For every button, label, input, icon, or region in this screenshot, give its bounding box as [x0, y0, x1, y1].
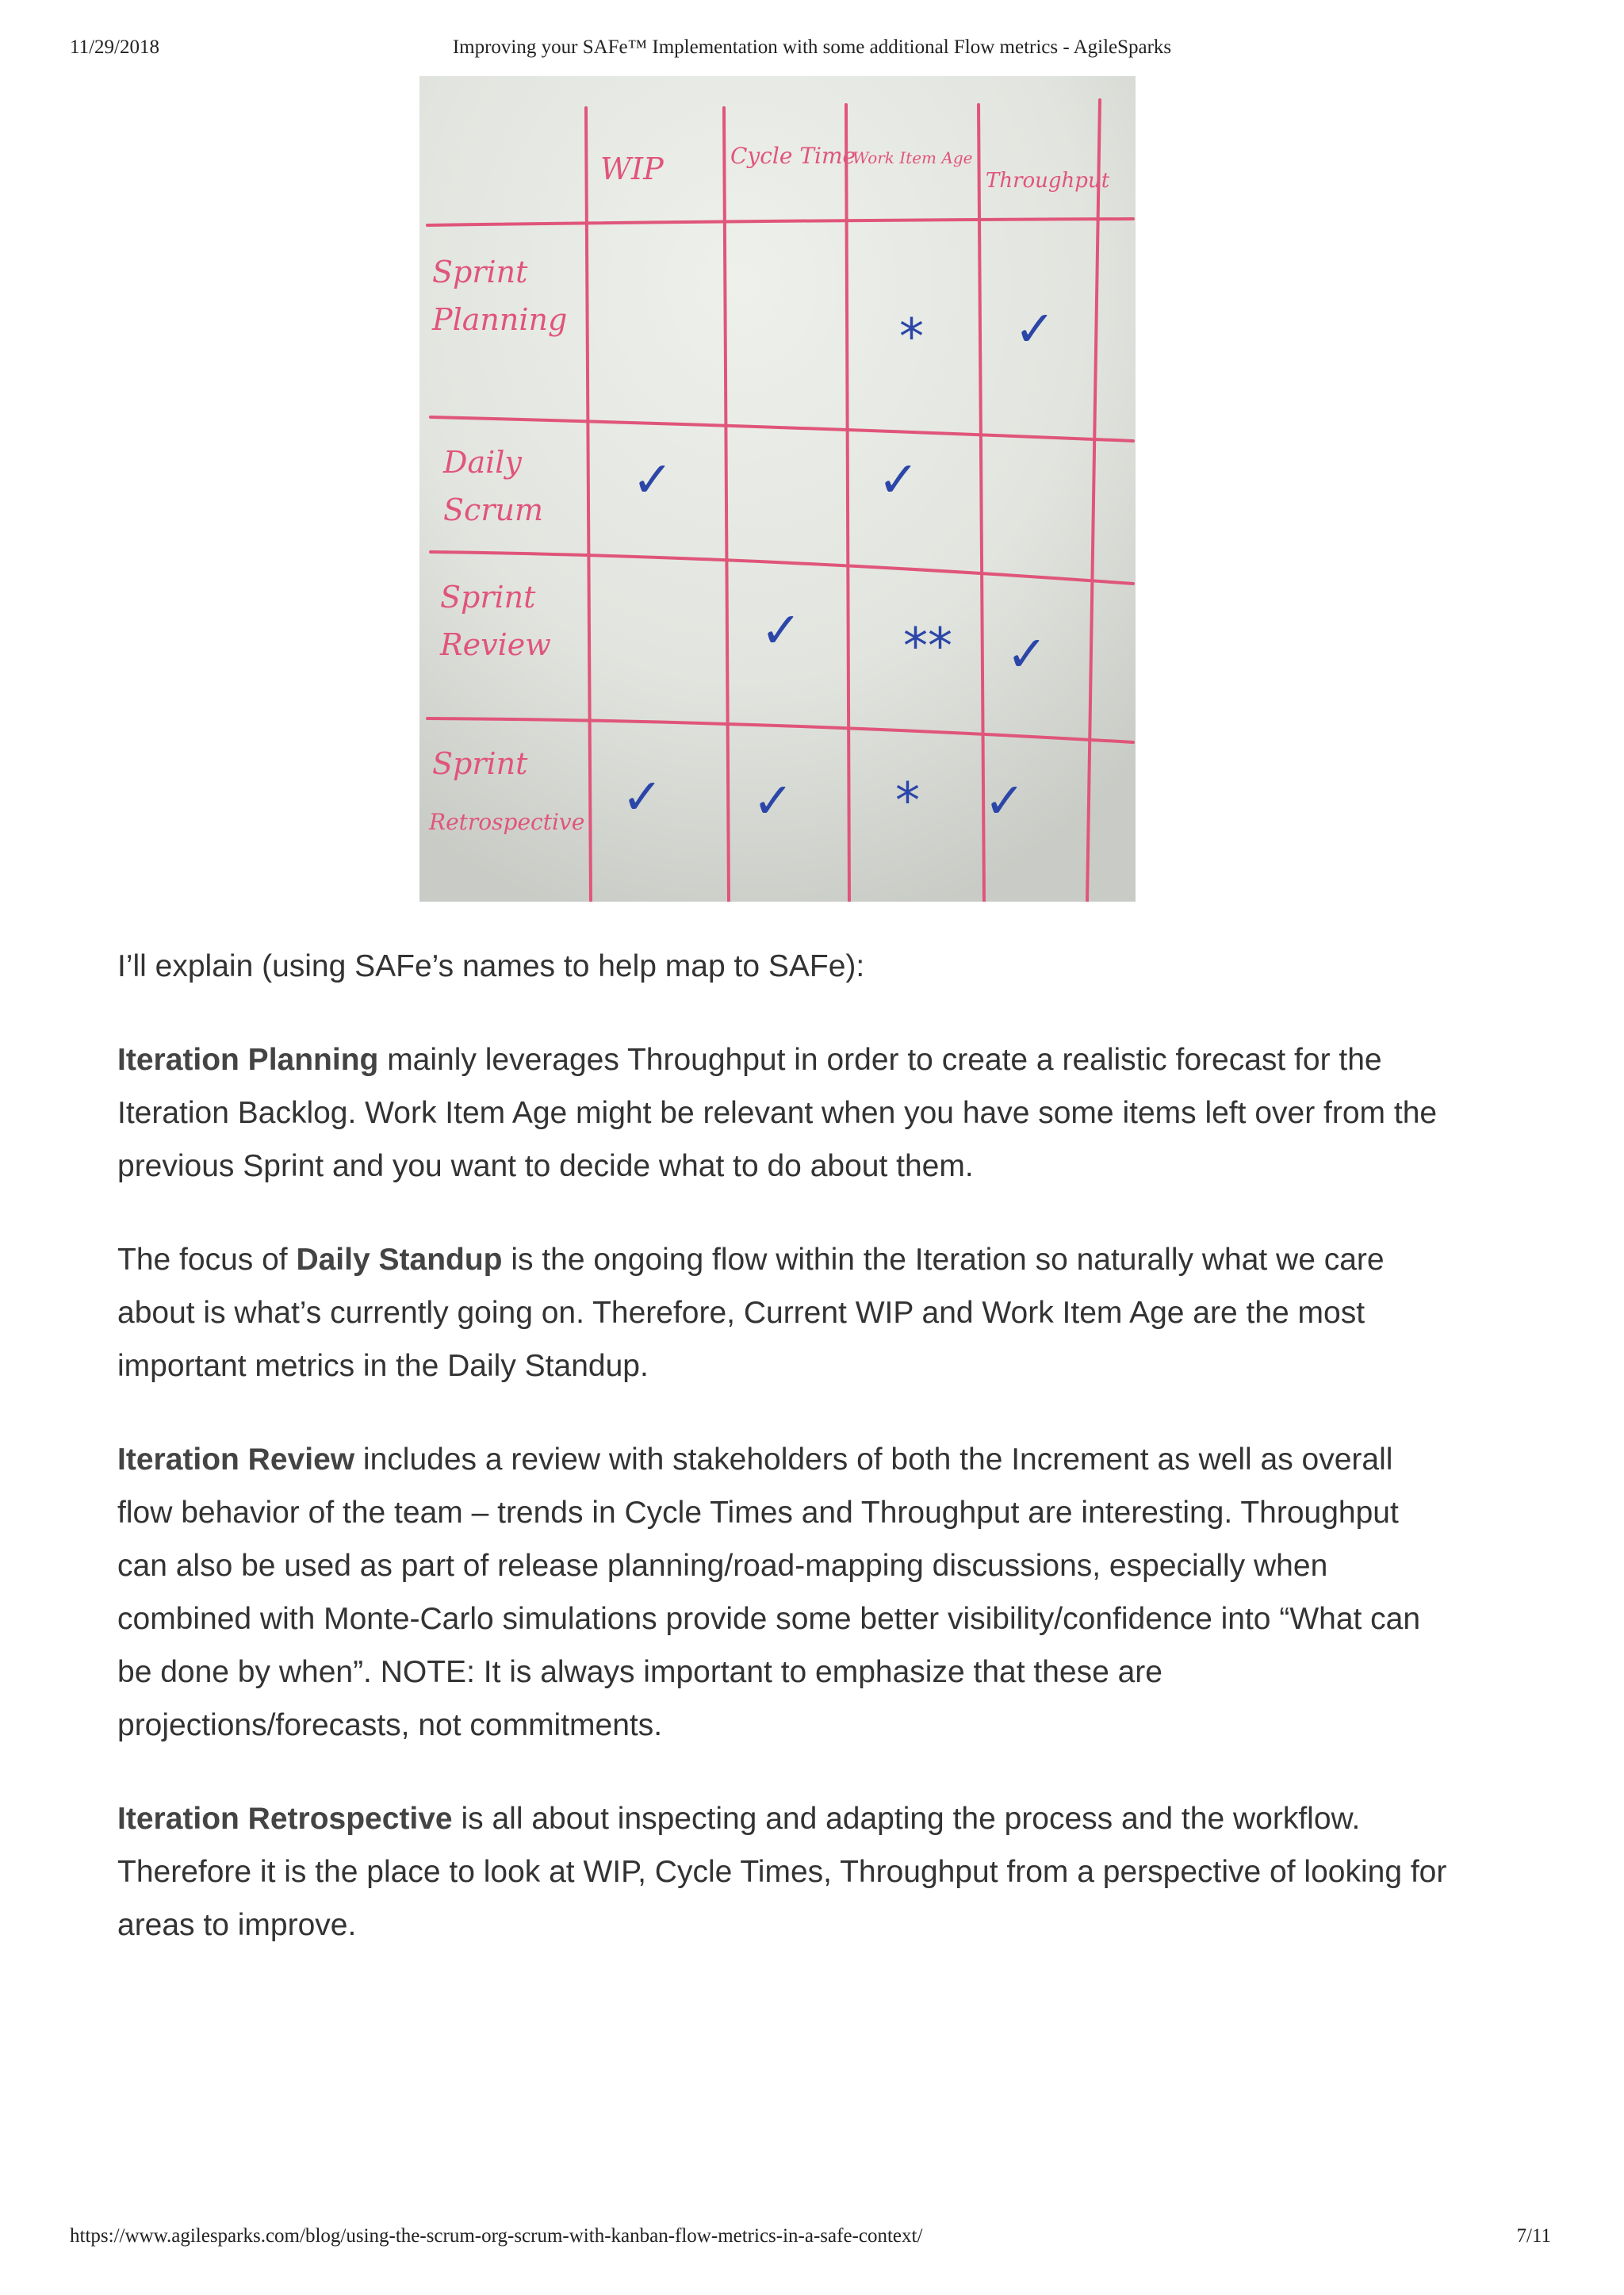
- print-footer: [0, 2225, 1624, 2273]
- mark-planning-work-item-age: *: [899, 308, 924, 366]
- mark-retro-work-item-age: *: [895, 772, 920, 829]
- mark-planning-throughput: ✓: [1014, 300, 1055, 358]
- iteration-planning-term: Iteration Planning: [117, 1043, 379, 1077]
- print-page-number: 7/11: [1516, 2225, 1551, 2247]
- mark-review-cycle-time: ✓: [760, 601, 802, 659]
- article-body: [117, 940, 1450, 1992]
- mark-retro-throughput: ✓: [984, 772, 1025, 829]
- iteration-review-paragraph: Iteration Review includes a review with stakeholders of both the Increment as well as overall flow behavior of the team – trends in Cycle Times and Throughput are interesting. Throughput can also be used as part of release planning/road-mapping discussions, especially when combined with Monte-Carlo simulations provide some better visibility/confidence into “What can be done by when”. NOTE: It is always important to emphasize that these are projections/forecasts, not commitments.: [117, 1443, 1421, 1742]
- mark-retro-cycle-time: ✓: [753, 772, 794, 829]
- mark-daily-work-item-age: ✓: [878, 450, 919, 508]
- whiteboard-col-wip: WIP: [600, 151, 664, 186]
- whiteboard-col-cycle-time: Cycle Time: [730, 143, 856, 169]
- mark-review-work-item-age: **: [903, 617, 952, 675]
- whiteboard-col-work-item-age: Work Item Age: [852, 148, 973, 167]
- daily-standup-paragraph: The focus of Daily Standup is the ongoing flow within the Iteration so naturally what we care about is what’s currently going on. Therefore, Current WIP and Work Item Age are the most important metrics in the Daily Standup.: [117, 1243, 1385, 1383]
- mark-retro-wip: ✓: [622, 768, 663, 826]
- whiteboard-row-sprint-planning-2: Planning: [432, 302, 568, 337]
- whiteboard-row-sprint-review-2: Review: [440, 627, 551, 662]
- mark-daily-wip: ✓: [632, 450, 673, 508]
- whiteboard-row-daily-scrum-1: Daily: [443, 445, 522, 480]
- print-date: 11/29/2018: [70, 36, 159, 58]
- iteration-retrospective-term: Iteration Retrospective: [117, 1802, 453, 1836]
- iteration-retrospective-paragraph: Iteration Retrospective is all about inspecting and adapting the process and the workflow. Therefore it is the place to look at WIP, Cycle Times, Throughput from a perspective of looking for areas to improve.: [117, 1802, 1447, 1942]
- iteration-review-term: Iteration Review: [117, 1443, 355, 1477]
- mark-review-throughput: ✓: [1006, 625, 1048, 683]
- whiteboard-row-sprint-retrospective-1: Sprint: [432, 746, 528, 781]
- whiteboard-row-daily-scrum-2: Scrum: [443, 492, 543, 527]
- intro-paragraph: I’ll explain (using SAFe’s names to help map to SAFe):: [117, 949, 865, 983]
- whiteboard-row-sprint-planning-1: Sprint: [432, 255, 528, 289]
- whiteboard-col-throughput: Throughput: [986, 169, 1110, 193]
- daily-standup-term: Daily Standup: [296, 1243, 503, 1277]
- whiteboard-photo: [419, 76, 1136, 902]
- whiteboard-row-sprint-retrospective-2: Retrospective: [429, 809, 585, 835]
- print-url: https://www.agilesparks.com/blog/using-the-scrum-org-scrum-with-kanban-flow-metrics-in-a-safe-context/: [70, 2225, 923, 2247]
- iteration-planning-paragraph: Iteration Planning mainly leverages Throughput in order to create a realistic forecast for the Iteration Backlog. Work Item Age might be relevant when you have some items left over from the previous Sprint and you want to decide what to do about them.: [117, 1043, 1438, 1183]
- print-page-title: Improving your SAFe™ Implementation with some additional Flow metrics - AgileSparks: [452, 36, 1172, 58]
- whiteboard-row-sprint-review-1: Sprint: [440, 580, 536, 615]
